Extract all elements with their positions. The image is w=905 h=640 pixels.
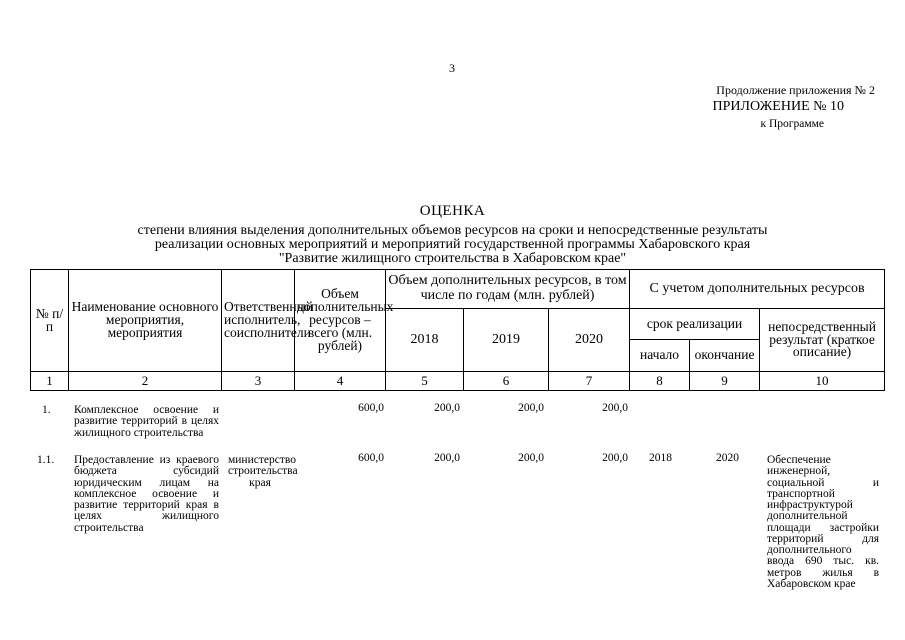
document-subtitle-line-3: "Развитие жилищного строительства в Хабаровском крае" (278, 251, 627, 266)
row-2-responsible: министерство строительства края (228, 454, 298, 489)
row-2-start: 2018 (649, 452, 672, 464)
header-start: начало (630, 340, 690, 372)
header-end: окончание (690, 340, 760, 372)
header-num: № п/п (31, 270, 69, 372)
appendix-title: ПРИЛОЖЕНИЕ № 10 (712, 99, 844, 114)
row-1-total: 600,0 (358, 402, 384, 414)
row-2-num: 1.1. (37, 454, 55, 466)
row-1-2019: 200,0 (518, 402, 544, 414)
header-year-2019: 2019 (464, 309, 549, 372)
row-1-name: Комплексное освоение и развитие территорий в целях жилищного строительства (74, 404, 219, 439)
col-number: 4 (295, 372, 386, 391)
row-2-name: Предоставление из краевого бюджета субсидий юридическим лицам на комплексное освоение и развитие территорий края в целях жилищного строительства (74, 454, 219, 534)
document-title: ОЦЕНКА (419, 203, 486, 219)
assessment-table (30, 269, 885, 391)
header-volume-total: Объем дополнительных ресурсов – всего (млн. рублей) (295, 270, 386, 372)
header-name: Наименование основного мероприятия, мероприятия (69, 270, 222, 372)
row-1-2020: 200,0 (602, 402, 628, 414)
header-responsible: Ответственный исполнитель, соисполнители (222, 270, 295, 372)
row-2-2019: 200,0 (518, 452, 544, 464)
col-number: 1 (31, 372, 69, 391)
row-2-total: 600,0 (358, 452, 384, 464)
row-2-end: 2020 (716, 452, 739, 464)
header-year-2020: 2020 (549, 309, 630, 372)
col-number: 10 (760, 372, 885, 391)
row-2-2018: 200,0 (434, 452, 460, 464)
col-number: 6 (464, 372, 549, 391)
to-program-note: к Программе (760, 118, 824, 130)
header-volume-by-years: Объем дополнительных ресурсов, в том числе по годам (млн. рублей) (386, 270, 630, 309)
document-subtitle-line-1: степени влияния выделения дополнительных объемов ресурсов на сроки и непосредственные результаты (137, 223, 768, 238)
header-year-2018: 2018 (386, 309, 464, 372)
col-number: 2 (69, 372, 222, 391)
header-considering-resources: С учетом дополнительных ресурсов (630, 270, 885, 309)
header-result: непосредственный результат (краткое описание) (760, 309, 885, 372)
row-1-num: 1. (42, 404, 51, 416)
continuation-note: Продолжение приложения № 2 (716, 83, 875, 97)
col-number: 7 (549, 372, 630, 391)
row-2-2020: 200,0 (602, 452, 628, 464)
row-2-result: Обеспечение инженерной, социальной и транспортной инфраструктурой дополнительной площади застройки территорий для дополнительного ввода 690 тыс. кв. метров жилья в Хабаровском крае (767, 454, 879, 590)
col-number: 5 (386, 372, 464, 391)
header-term: срок реализации (630, 309, 760, 340)
row-1-2018: 200,0 (434, 402, 460, 414)
col-number: 3 (222, 372, 295, 391)
col-number: 8 (630, 372, 690, 391)
document-subtitle-line-2: реализации основных мероприятий и мероприятий государственной программы Хабаровского края (154, 237, 751, 252)
col-number: 9 (690, 372, 760, 391)
page-number: 3 (449, 61, 455, 75)
